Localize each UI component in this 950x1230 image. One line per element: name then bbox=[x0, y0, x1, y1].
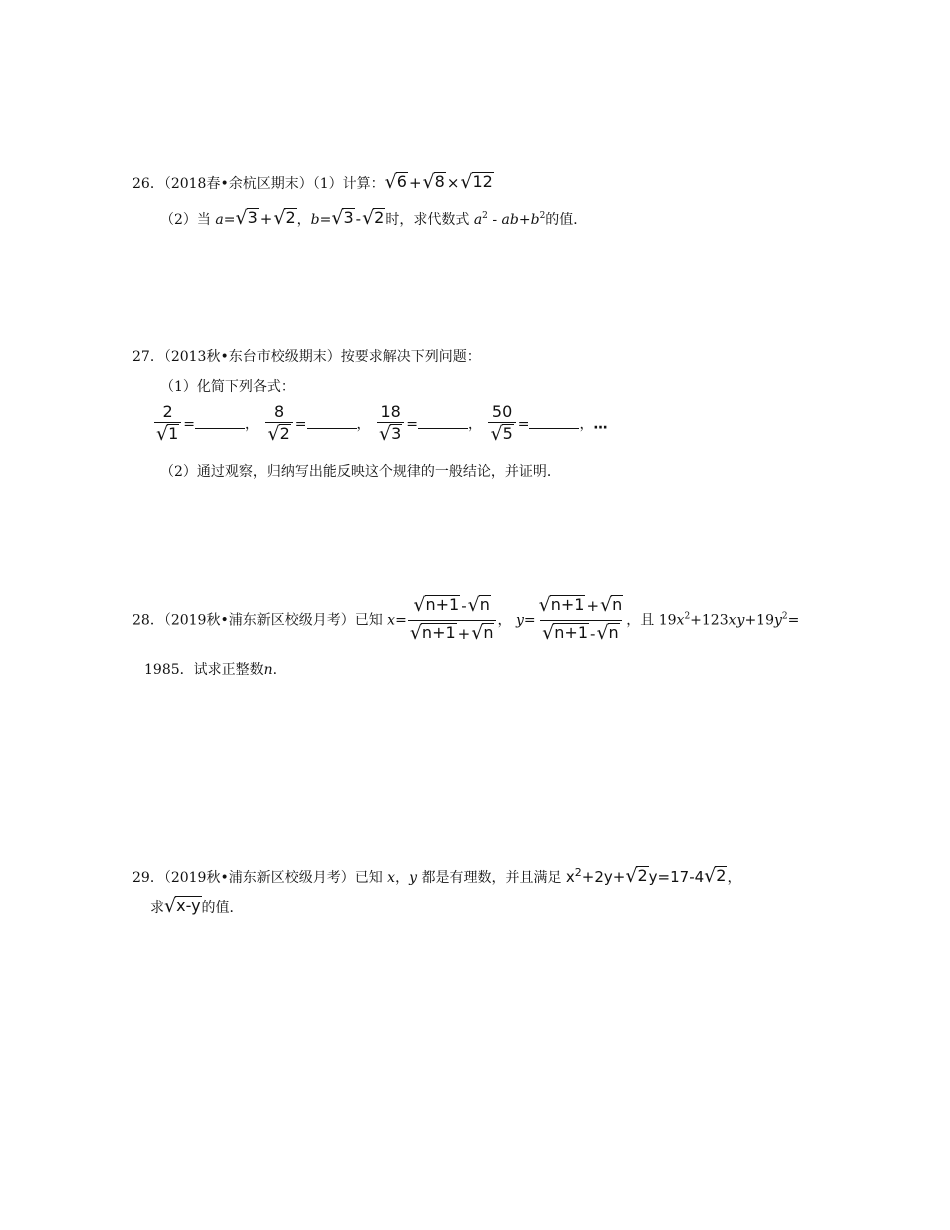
q27-line1 bbox=[132, 346, 481, 368]
q29-equation: $x^2+2y+$ √ 2 y=17-4 √ 2 bbox=[565, 865, 727, 887]
term: +19 bbox=[744, 612, 774, 629]
var-b: b bbox=[310, 212, 320, 228]
answer-blank[interactable] bbox=[195, 414, 245, 429]
q29-ask: 求 bbox=[150, 900, 164, 916]
q28-line1 bbox=[132, 594, 799, 647]
plus-sign: + bbox=[259, 210, 273, 228]
q28-and: ，且 19 bbox=[626, 612, 677, 629]
q27-part1: （1）化简下列各式： bbox=[160, 379, 295, 395]
answer-blank[interactable] bbox=[307, 414, 357, 429]
minus-sign: - bbox=[487, 212, 502, 228]
comma: ， bbox=[245, 416, 260, 433]
q29-text: 都是有理数，并且满足 bbox=[421, 870, 562, 886]
q29-known: 已知 bbox=[354, 870, 383, 886]
eq: = bbox=[294, 416, 307, 433]
sqrt-2: √ 2 bbox=[362, 207, 385, 229]
eq: = bbox=[223, 212, 236, 228]
sqrt-8: √ 8 bbox=[422, 171, 445, 193]
q29-source: （2019秋•浦东新区校级月考） bbox=[163, 870, 355, 886]
exponent: 2 bbox=[482, 211, 488, 221]
fraction-y: √ n+1 + √ n √ n+1 - √ n bbox=[537, 594, 626, 647]
q26-line2 bbox=[160, 205, 587, 231]
eq: = bbox=[395, 612, 407, 629]
comma: ， bbox=[296, 212, 311, 228]
q27-number: 27． bbox=[132, 349, 164, 365]
eq: = bbox=[406, 416, 418, 433]
q26-part2-label: （2）当 bbox=[160, 212, 211, 228]
q26-number: 26． bbox=[132, 176, 164, 192]
expr-b: b bbox=[530, 212, 540, 228]
times-sign: × bbox=[446, 174, 460, 192]
comma: ， bbox=[579, 416, 594, 433]
sqrt-6: √ 6 bbox=[384, 171, 407, 193]
eq: = bbox=[523, 612, 536, 629]
comma: ， bbox=[497, 612, 512, 629]
var-x: x bbox=[676, 612, 685, 629]
exponent: 2 bbox=[684, 611, 691, 622]
period: . bbox=[272, 662, 278, 678]
ellipsis: … bbox=[593, 416, 608, 433]
expr-ab: ab bbox=[501, 212, 519, 228]
fraction-8-over-sqrt2: 8 √ 2 bbox=[265, 402, 292, 447]
q28-number: 28． bbox=[132, 612, 164, 629]
eq: = bbox=[183, 416, 196, 433]
q26-tail: 的值． bbox=[545, 212, 588, 228]
var-a: a bbox=[215, 212, 224, 228]
q29-line2 bbox=[150, 896, 244, 919]
expr-a: a bbox=[473, 212, 483, 228]
q26-line1 bbox=[132, 172, 494, 195]
var-xy: xy bbox=[728, 612, 745, 629]
q26-text: 时，求代数式 bbox=[385, 212, 470, 228]
eq: = bbox=[517, 416, 530, 433]
q26-part1-label: （1）计算： bbox=[312, 176, 385, 192]
q29-tail: 的值． bbox=[201, 900, 244, 916]
q27-line2 bbox=[160, 376, 295, 398]
var-x: x bbox=[387, 870, 396, 886]
comma: ， bbox=[727, 870, 742, 886]
answer-blank[interactable] bbox=[529, 414, 579, 429]
comma: ， bbox=[395, 870, 410, 886]
term: +123 bbox=[690, 612, 729, 629]
fraction-50-over-sqrt5: 50 √ 5 bbox=[488, 402, 515, 447]
answer-blank[interactable] bbox=[418, 414, 468, 429]
sqrt-3: √ 3 bbox=[331, 207, 354, 229]
fraction-18-over-sqrt3: 18 √ 3 bbox=[377, 402, 404, 447]
eq: = bbox=[787, 612, 800, 629]
q29-line1 bbox=[132, 862, 741, 889]
var-n: n bbox=[263, 662, 273, 678]
q27-part2: （2）通过观察，归纳写出能反映这个规律的一般结论，并证明． bbox=[160, 464, 561, 480]
q28-known: 已知 bbox=[354, 612, 383, 629]
exponent: 2 bbox=[781, 611, 788, 622]
q26-source: （2018春•余杭区期末） bbox=[163, 176, 313, 192]
q27-task: 按要求解决下列问题： bbox=[340, 349, 481, 365]
q28-line2-text: 1985．试求正整数 bbox=[144, 662, 264, 678]
q27-source: （2013秋•东台市校级期末） bbox=[163, 349, 341, 365]
minus-sign: - bbox=[355, 210, 362, 228]
exponent: 2 bbox=[539, 211, 546, 221]
q29-number: 29． bbox=[132, 870, 164, 886]
var-y: y bbox=[409, 870, 417, 886]
eq: = bbox=[319, 212, 332, 228]
var-y: y bbox=[515, 612, 524, 629]
sqrt-12: √ 12 bbox=[460, 171, 493, 193]
fraction-x: √ n+1 - √ n √ n+1 + √ n bbox=[408, 594, 497, 647]
plus-sign: + bbox=[408, 174, 422, 192]
q28-line2 bbox=[144, 659, 277, 681]
comma: ， bbox=[468, 416, 482, 433]
plus-sign: + bbox=[518, 212, 531, 228]
q27-line4 bbox=[160, 461, 561, 483]
fraction-2-over-sqrt1: 2 √ 1 bbox=[154, 402, 181, 447]
var-y: y bbox=[773, 612, 782, 629]
q28-source: （2019秋•浦东新区校级月考） bbox=[163, 612, 355, 629]
var-x: x bbox=[387, 612, 396, 629]
comma: ， bbox=[356, 416, 371, 433]
q27-fraction-row bbox=[152, 402, 607, 447]
sqrt-2: √ 2 bbox=[273, 207, 296, 229]
sqrt-3: √ 3 bbox=[235, 207, 258, 229]
sqrt-x-minus-y: √ x-y bbox=[164, 895, 201, 917]
